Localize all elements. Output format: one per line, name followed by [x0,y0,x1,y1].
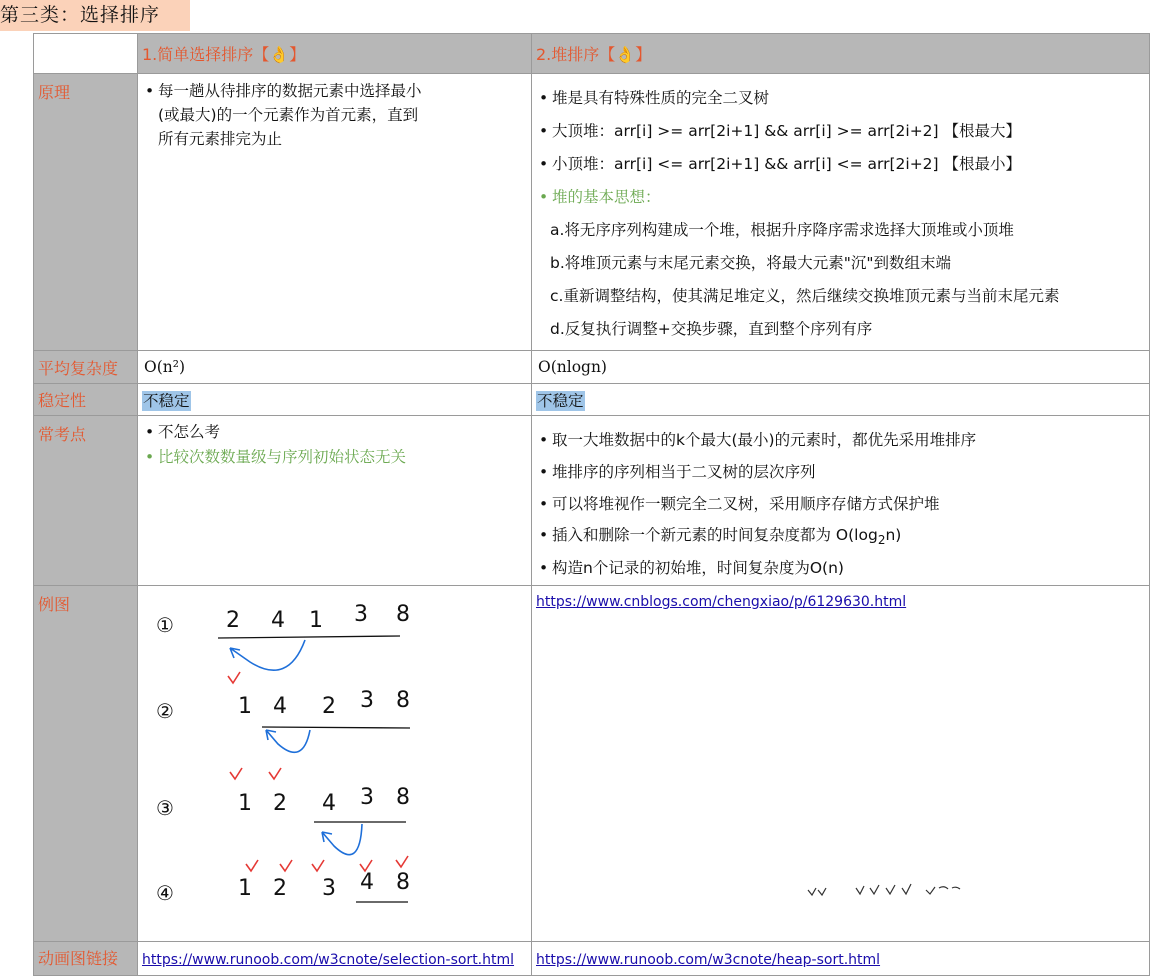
step-label: ③ [156,796,174,820]
row-label-principle: 原理 [34,74,138,351]
log-subscript: 2 [877,533,886,547]
header-row [34,34,1150,74]
check-icon [230,768,242,779]
underline [262,727,410,728]
stability-selection: 不稳定 [143,391,190,410]
section-title: 第三类：选择排序 [0,0,190,31]
sketch-digit: 3 [354,602,368,627]
row-label-animation: 动画图链接 [34,942,138,976]
row-label-exam: 常考点 [34,416,138,586]
sketch-digit: 1 [238,876,252,901]
principle-line-2: (或最大)的一个元素作为首元素，直到 [158,106,419,124]
check-icon [396,856,408,867]
sketch-digit: 4 [360,870,374,895]
log-prefix: 插入和删除一个新元素的时间复杂度都为 O(log [552,526,878,544]
check-icon [280,860,292,871]
complexity-row [34,351,1150,384]
animation-selection-cell [138,942,532,976]
check-icon [246,860,258,871]
heap-step-c: c.重新调整结构，使其满足堆定义，然后继续交换堆顶元素与当前末尾元素 [550,287,1060,305]
animation-row [34,942,1150,976]
sketch-digit: 8 [396,870,410,895]
row-label-stability: 稳定性 [34,384,138,416]
sketch-digit: 3 [322,876,336,901]
swap-arc [322,824,362,855]
handwritten-checkmarks [806,882,996,906]
swap-arc [266,730,310,752]
sketch-digit: 1 [309,608,323,633]
exam-selection-green-bullet: • 比较次数数量级与序列初始状态无关 [144,445,525,470]
stability-heap-cell [532,384,1150,416]
sketch-digit: 1 [238,694,252,719]
row-label-example: 例图 [34,586,138,942]
swap-arc [230,640,305,670]
exam-row [34,416,1150,586]
heap-sort-animation-link[interactable]: https://www.runoob.com/w3cnote/heap-sort.html [536,951,881,968]
col-header-heap-sort: 2.堆排序【👌】 [532,34,1150,74]
sketch-digit: 4 [273,694,287,719]
principle-line-3: 所有元素排完为止 [158,130,283,148]
heap-bullet: • 大顶堆：arr[i] >= arr[2i+1] && arr[i] >= arr[2i+2] 【根最大】 [538,115,1143,148]
sketch-digit: 8 [396,688,410,713]
check-icon [312,860,324,871]
heap-example-link[interactable]: https://www.cnblogs.com/chengxiao/p/6129630.html [536,594,907,610]
exam-heap-bullet: • 取一大堆数据中的k个最大(最小)的元素时，都优先采用堆排序 [538,424,1143,456]
exam-heap [532,416,1150,586]
col-header-selection-sort: 1.简单选择排序【👌】 [138,34,532,74]
sketch-digit: 2 [273,791,287,816]
heap-basic-idea: • 堆的基本思想： [538,181,1143,214]
animation-heap-cell [532,942,1150,976]
selection-sort-sketch-cell [138,586,532,942]
sketch-digit: 1 [238,791,252,816]
exam-heap-bullet: • 可以将堆视作一颗完全二叉树，采用顺序存储方式保护堆 [538,488,1143,520]
sketch-digit: 3 [360,785,374,810]
example-row [34,586,1150,942]
log-suffix: n) [885,526,902,544]
step-label: ④ [156,881,174,905]
stability-heap: 不稳定 [537,391,584,410]
heap-bullet: • 小顶堆：arr[i] <= arr[2i+1] && arr[i] <= arr[2i+2] 【根最小】 [538,148,1143,181]
sketch-digit: 2 [273,876,287,901]
stability-selection-cell [138,384,532,416]
underline [218,636,400,638]
corner-cell [34,34,138,74]
example-heap-cell [532,586,1150,942]
principle-line-1: 每一趟从待排序的数据元素中选择最小 [158,82,422,100]
principle-row [34,74,1150,351]
heap-step-a: a.将无序序列构建成一个堆，根据升序降序需求选择大顶堆或小顶堆 [550,221,1014,239]
sketch-digit: 8 [396,785,410,810]
heap-step-d: d.反复执行调整+交换步骤，直到整个序列有序 [550,320,873,338]
sketch-digit: 4 [322,791,336,816]
heap-step-b: b.将堆顶元素与末尾元素交换，将最大元素"沉"到数组末端 [550,254,952,272]
step-label: ① [156,613,174,637]
exam-selection-bullet: • 不怎么考 [144,420,525,445]
selection-sort-sketch [138,586,530,936]
row-label-complexity: 平均复杂度 [34,351,138,384]
complexity-heap: O(nlogn) [532,351,1150,384]
step-label: ② [156,699,174,723]
principle-heap [532,74,1150,351]
sketch-digit: 8 [396,602,410,627]
check-icon [269,768,281,779]
exam-heap-bullet: • 堆排序的序列相当于二叉树的层次序列 [538,456,1143,488]
sketch-digit: 3 [360,688,374,713]
sort-comparison-table [33,33,1150,976]
exam-selection [138,416,532,586]
heap-bullet: • 堆是具有特殊性质的完全二叉树 [538,82,1143,115]
principle-selection-text [144,79,525,151]
exam-heap-log-bullet [538,520,1143,555]
selection-sort-animation-link[interactable]: https://www.runoob.com/w3cnote/selection-sort.html [142,951,515,968]
sketch-digit: 2 [322,694,336,719]
sketch-digit: 4 [271,608,285,633]
complexity-selection: O(n²) [138,351,532,384]
stability-row [34,384,1150,416]
sketch-digit: 2 [226,608,240,633]
sketch-layer [156,602,410,905]
check-icon [228,672,240,683]
exam-heap-bullet-last: • 构造n个记录的初始堆，时间复杂度为O(n) [538,555,1143,581]
principle-selection [138,74,532,351]
